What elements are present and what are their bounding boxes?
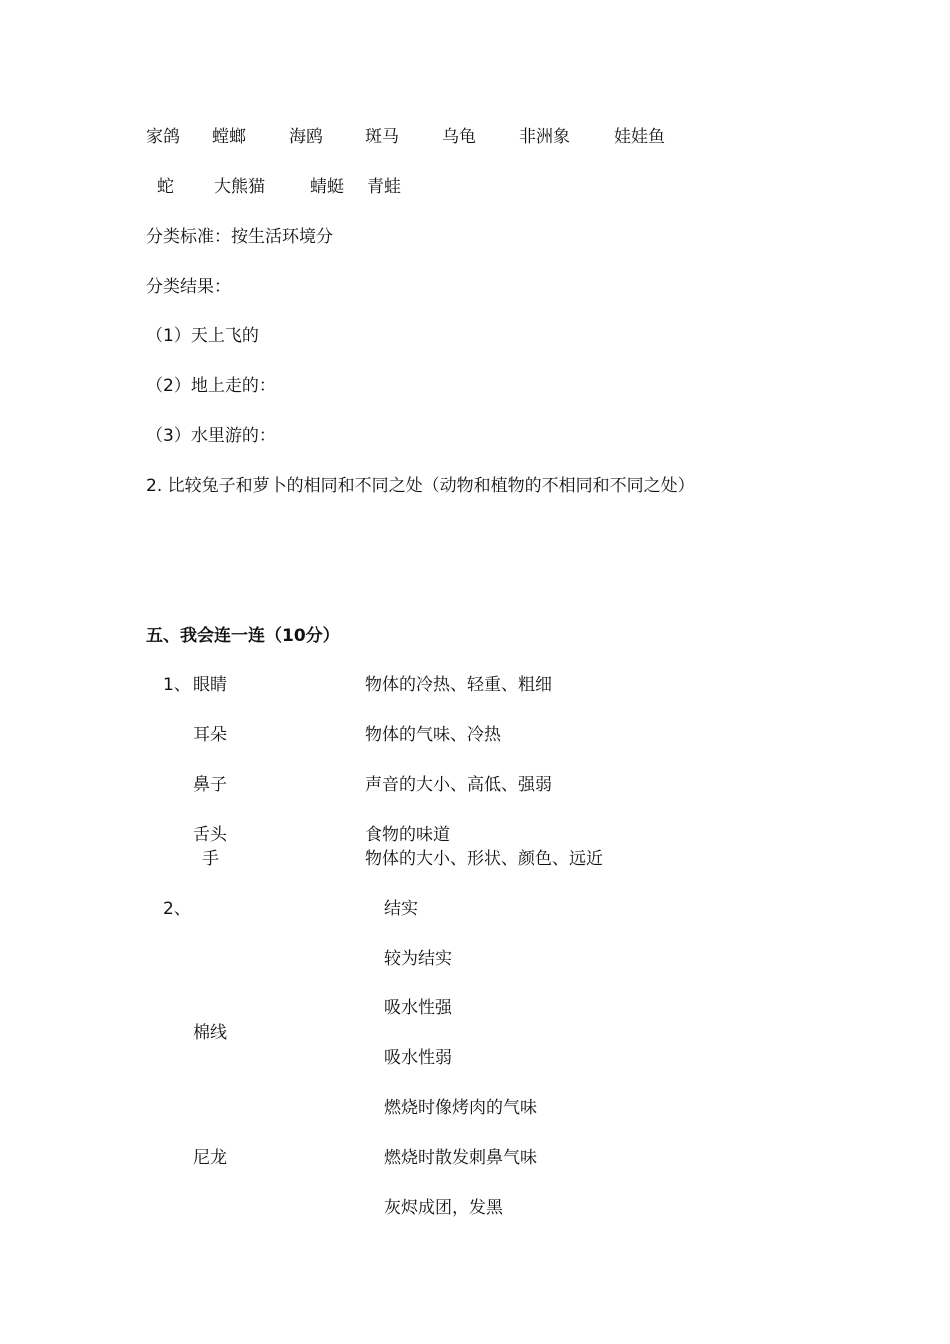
sense-organ-eye: 眼睛 <box>193 675 227 695</box>
result-item-sky: （1）天上飞的 <box>146 326 259 346</box>
animal-item: 蜻蜓 <box>310 177 344 197</box>
property-item: 较为结实 <box>384 949 452 969</box>
perception-item: 物体的气味、冷热 <box>365 725 501 745</box>
sense-organ-ear: 耳朵 <box>193 725 227 745</box>
animal-item: 非洲象 <box>519 127 570 147</box>
property-item: 灰烬成团，发黑 <box>384 1198 503 1218</box>
animal-item: 青蛙 <box>367 177 401 197</box>
sense-organ-tongue: 舌头 <box>193 825 227 845</box>
perception-item: 物体的冷热、轻重、粗细 <box>365 675 552 695</box>
animal-item: 大熊猫 <box>214 177 265 197</box>
animal-item: 斑马 <box>365 127 399 147</box>
section-title: 五、我会连一连（10分） <box>146 626 340 646</box>
animal-item: 海鸥 <box>289 127 323 147</box>
property-item: 燃烧时像烤肉的气味 <box>384 1098 537 1118</box>
part-number: 1、 <box>163 675 191 695</box>
property-item: 吸水性弱 <box>384 1048 452 1068</box>
perception-item: 食物的味道 <box>365 825 450 845</box>
result-item-water: （3）水里游的： <box>146 426 276 446</box>
animal-item: 蛇 <box>157 177 174 197</box>
animal-item: 螳螂 <box>212 127 246 147</box>
part-number: 2、 <box>163 899 191 919</box>
property-item: 吸水性强 <box>384 998 452 1018</box>
animal-item: 家鸽 <box>146 127 180 147</box>
perception-item: 物体的大小、形状、颜色、远近 <box>365 849 603 869</box>
result-item-land: （2）地上走的： <box>146 376 276 396</box>
animal-item: 乌龟 <box>442 127 476 147</box>
classification-result-label: 分类结果： <box>146 277 231 297</box>
material-nylon: 尼龙 <box>193 1148 227 1168</box>
property-item: 结实 <box>384 899 418 919</box>
animal-item: 娃娃鱼 <box>614 127 665 147</box>
perception-item: 声音的大小、高低、强弱 <box>365 775 552 795</box>
property-item: 燃烧时散发刺鼻气味 <box>384 1148 537 1168</box>
classification-standard: 分类标准：按生活环境分 <box>146 227 333 247</box>
sense-organ-nose: 鼻子 <box>193 775 227 795</box>
question-2: 2. 比较兔子和萝卜的相同和不同之处（动物和植物的不相同和不同之处） <box>146 476 695 496</box>
sense-organ-hand: 手 <box>202 849 219 869</box>
material-cotton: 棉线 <box>193 1023 227 1043</box>
